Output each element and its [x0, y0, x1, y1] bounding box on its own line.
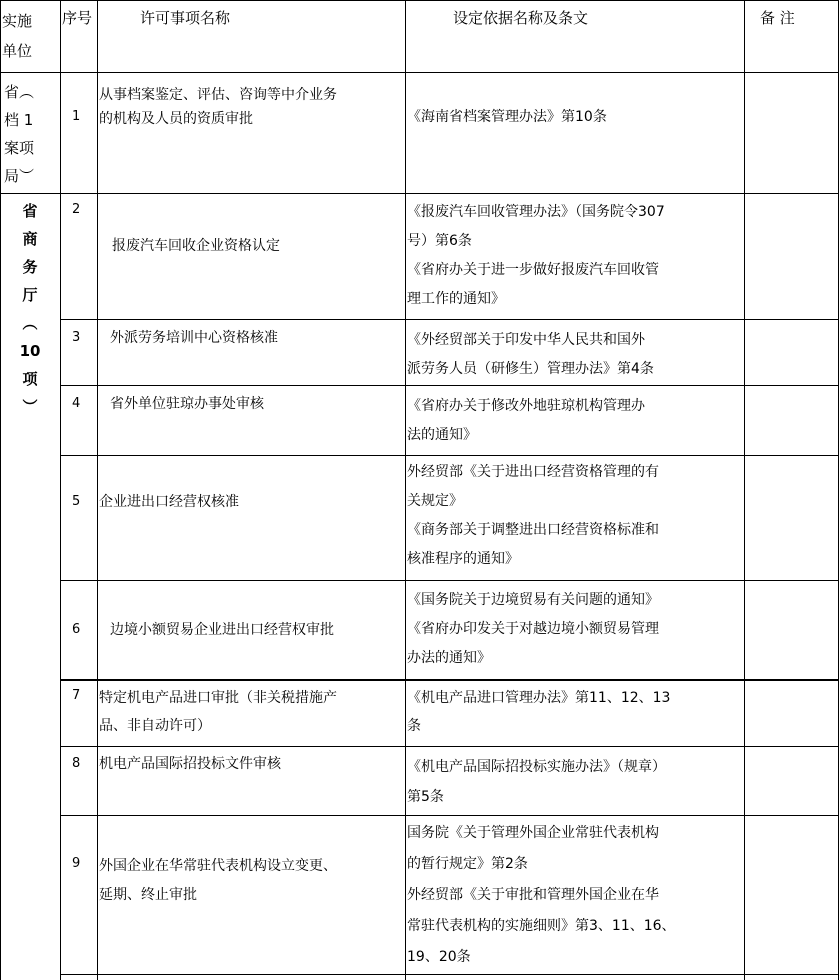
table-rule — [60, 580, 839, 581]
table-rule — [0, 193, 60, 194]
row-1-item: 从事档案鉴定、评估、咨询等中介业务 的机构及人员的资质审批 — [99, 87, 337, 127]
row-4-basis: 《省府办关于修改外地驻琼机构管理办 法的通知》 — [407, 398, 645, 443]
row-9-basis: 国务院《关于管理外国企业常驻代表机构 的暂行规定》第2条 外经贸部《关于审批和管理外国企业在华 常驻代表机构的实施细则》第3、11、16、 19、20条 — [407, 825, 676, 965]
table-rule — [60, 679, 839, 681]
row-3-basis: 《外经贸部关于印发中华人民共和国外 派劳务人员（研修生）管理办法》第4条 — [407, 332, 654, 377]
row-7-basis: 《机电产品进口管理办法》第11、12、13 条 — [407, 690, 671, 734]
row-4-item: 省外单位驻琼办事处审核 — [110, 396, 264, 412]
row-7-seq: 7 — [72, 688, 81, 703]
row-1-basis: 《海南省档案管理办法》第10条 — [407, 109, 607, 125]
table-rule — [60, 974, 839, 975]
table-rule — [60, 0, 61, 980]
table-rule — [0, 0, 839, 1]
header-seq: 序号 — [62, 9, 93, 27]
row-5-basis: 外经贸部《关于进出口经营资格管理的有 关规定》 《商务部关于调整进出口经营资格标准和 核准程序的通知》 — [407, 464, 659, 567]
row-6-seq: 6 — [72, 622, 81, 637]
unit-archives-bureau: 省︵ 档 1 案项 局︶ — [4, 83, 35, 185]
row-9-item: 外国企业在华常驻代表机构设立变更、 延期、终止审批 — [99, 858, 337, 903]
header-item: 许可事项名称 — [140, 9, 231, 27]
row-7-item: 特定机电产品进口审批（非关税措施产 品、非自动许可） — [99, 690, 337, 734]
header-remark: 备 注 — [760, 9, 795, 27]
row-6-item: 边境小额贸易企业进出口经营权审批 — [110, 622, 334, 638]
unit-commerce-dept: 省 商 务 厅 ︵ 10 项 ︶ — [19, 202, 41, 416]
row-3-item: 外派劳务培训中心资格核准 — [110, 330, 278, 346]
table-rule — [60, 193, 839, 194]
row-9-seq: 9 — [72, 856, 81, 871]
row-4-seq: 4 — [72, 396, 81, 411]
row-2-basis: 《报废汽车回收管理办法》（国务院令307 号）第6条 《省府办关于进一步做好报废汽车回收管 理工作的通知》 — [407, 204, 665, 307]
row-1-seq: 1 — [72, 109, 81, 124]
table-rule — [60, 815, 839, 816]
row-2-seq: 2 — [72, 202, 81, 217]
row-2-item: 报废汽车回收企业资格认定 — [112, 238, 280, 254]
table-rule — [60, 746, 839, 747]
row-3-seq: 3 — [72, 330, 81, 345]
row-8-basis: 《机电产品国际招投标实施办法》（规章） 第5条 — [407, 759, 666, 805]
table-rule — [60, 319, 839, 320]
header-unit: 实施 单位 — [2, 12, 33, 60]
table-rule — [97, 0, 98, 980]
table-rule — [60, 455, 839, 456]
table-rule — [744, 0, 745, 980]
header-basis: 设定依据名称及条文 — [453, 9, 589, 27]
table-rule — [0, 72, 839, 73]
row-8-item: 机电产品国际招投标文件审核 — [99, 756, 281, 772]
table-rule — [405, 0, 406, 980]
row-8-seq: 8 — [72, 756, 81, 771]
table-rule — [0, 0, 1, 980]
row-6-basis: 《国务院关于边境贸易有关问题的通知》 《省府办印发关于对越边境小额贸易管理 办法的通知》 — [407, 592, 659, 666]
row-5-item: 企业进出口经营权核准 — [99, 494, 239, 510]
row-5-seq: 5 — [72, 494, 81, 509]
table-rule — [60, 385, 839, 386]
